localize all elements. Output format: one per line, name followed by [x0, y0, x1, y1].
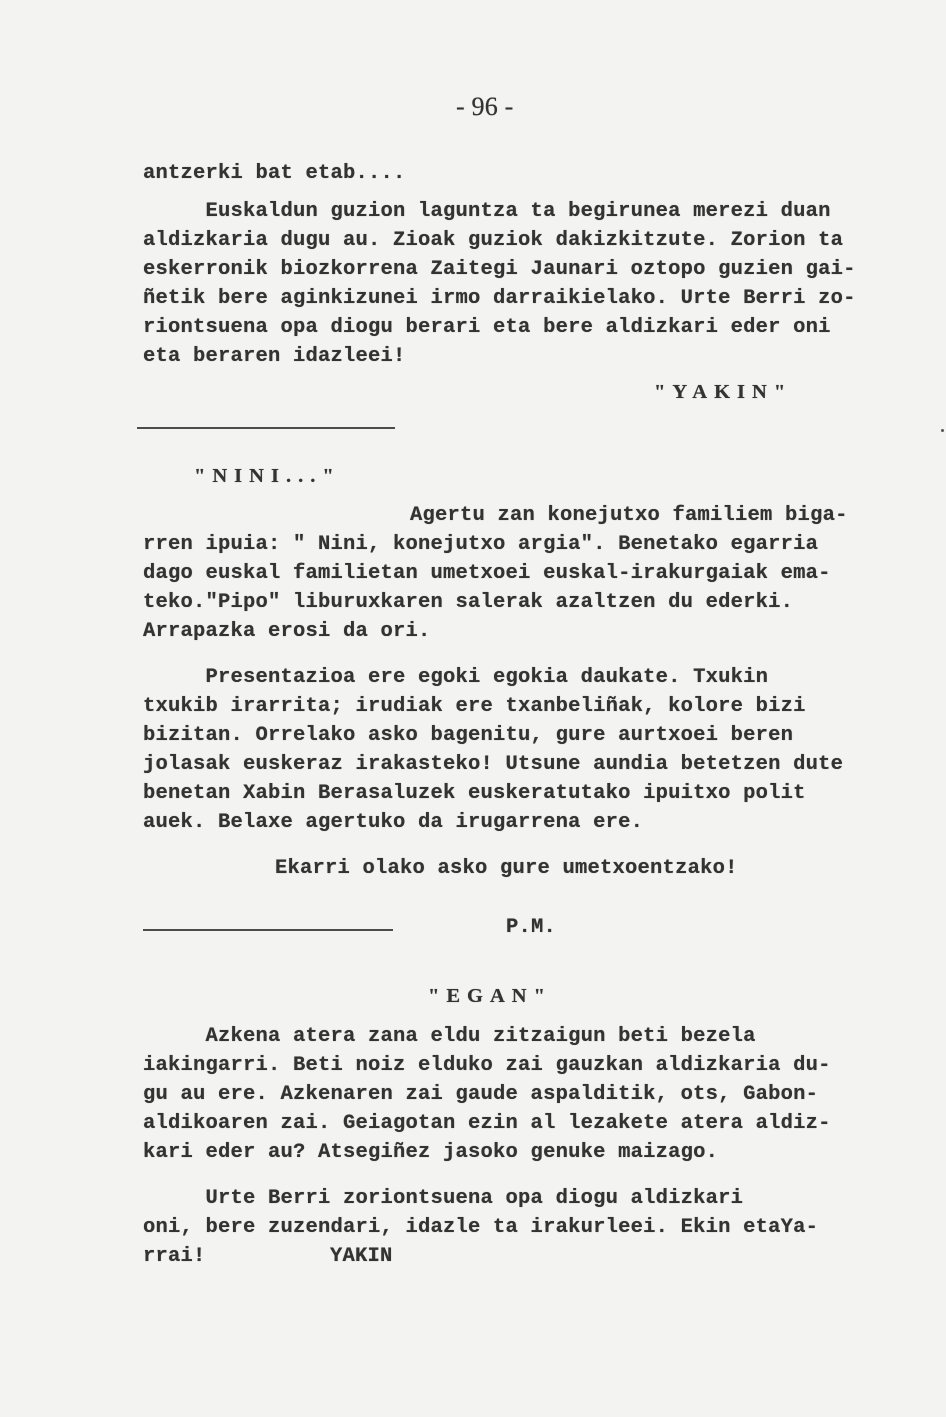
divider — [143, 929, 393, 931]
signature: P.M. — [506, 916, 557, 939]
paragraph-line: auek. Belaxe agertuko da irugarrena ere. — [143, 811, 644, 834]
divider — [137, 427, 395, 429]
continuation-text: antzerki bat etab.... — [143, 162, 406, 185]
paragraph-line: aldikoaren zai. Geiagotan ezin al lezakete atera aldiz- — [143, 1112, 831, 1135]
paragraph-line: eskerronik biozkorrena Zaitegi Jaunari oztopo guzien gai- — [143, 258, 856, 281]
closing-line: Ekarri olako asko gure umetxoentzako! — [275, 857, 738, 880]
section-title: "NINI..." — [194, 465, 341, 487]
paragraph-line: Azkena atera zana eldu zitzaigun beti bezela — [143, 1025, 756, 1048]
paragraph-line: dago euskal familietan umetxoei euskal-irakurgaiak ema- — [143, 562, 831, 585]
paragraph-line: Urte Berri zoriontsuena opa diogu aldizkari — [143, 1187, 744, 1210]
paragraph-line: benetan Xabin Berasaluzek euskeratutako ipuitxo polit — [143, 782, 806, 805]
paragraph-line: bizitan. Orrelako asko bagenitu, gure aurtxoei beren — [143, 724, 794, 747]
paragraph-line: Euskaldun guzion laguntza ta begirunea merezi duan — [143, 200, 831, 223]
page-number: - 96 - — [456, 92, 514, 121]
paragraph-line: gu au ere. Azkenaren zai gaude aspalditik, ots, Gabon- — [143, 1083, 819, 1106]
paragraph-line: riontsuena opa diogu berari eta bere aldizkari eder oni — [143, 316, 831, 339]
paragraph-line: eta beraren idazleei! — [143, 345, 406, 368]
paragraph-line: kari eder au? Atsegiñez jasoko genuke maizago. — [143, 1141, 719, 1164]
paragraph-line: Agertu zan konejutxo familiem biga- — [410, 504, 848, 527]
paragraph-line: aldizkaria dugu au. Zioak guziok dakizkitzute. Zorion ta — [143, 229, 844, 252]
signature: YAKIN — [330, 1245, 393, 1268]
paragraph-line: jolasak euskeraz irakasteko! Utsune aundia betetzen dute — [143, 753, 844, 776]
paragraph-line: oni, bere zuzendari, idazle ta irakurleei. Ekin etaYa- — [143, 1216, 819, 1239]
signature: "YAKIN" — [654, 381, 793, 403]
paragraph-line: Presentazioa ere egoki egokia daukate. Txukin — [143, 666, 769, 689]
paragraph-line: ñetik bere aginkizunei irmo darraikielako. Urte Berri zo- — [143, 287, 856, 310]
paragraph-line: rrai! — [143, 1245, 206, 1268]
paragraph-line: rren ipuia: " Nini, konejutxo argia". Benetako egarria — [143, 533, 819, 556]
paragraph-line: teko."Pipo" liburuxkaren salerak azaltzen du ederki. — [143, 591, 794, 614]
scan-speck — [941, 429, 944, 432]
paragraph-line: Arrapazka erosi da ori. — [143, 620, 431, 643]
paragraph-line: iakingarri. Beti noiz elduko zai gauzkan aldizkaria du- — [143, 1054, 831, 1077]
section-title: "EGAN" — [428, 985, 552, 1007]
paragraph-line: txukib irarrita; irudiak ere txanbeliñak, kolore bizi — [143, 695, 806, 718]
